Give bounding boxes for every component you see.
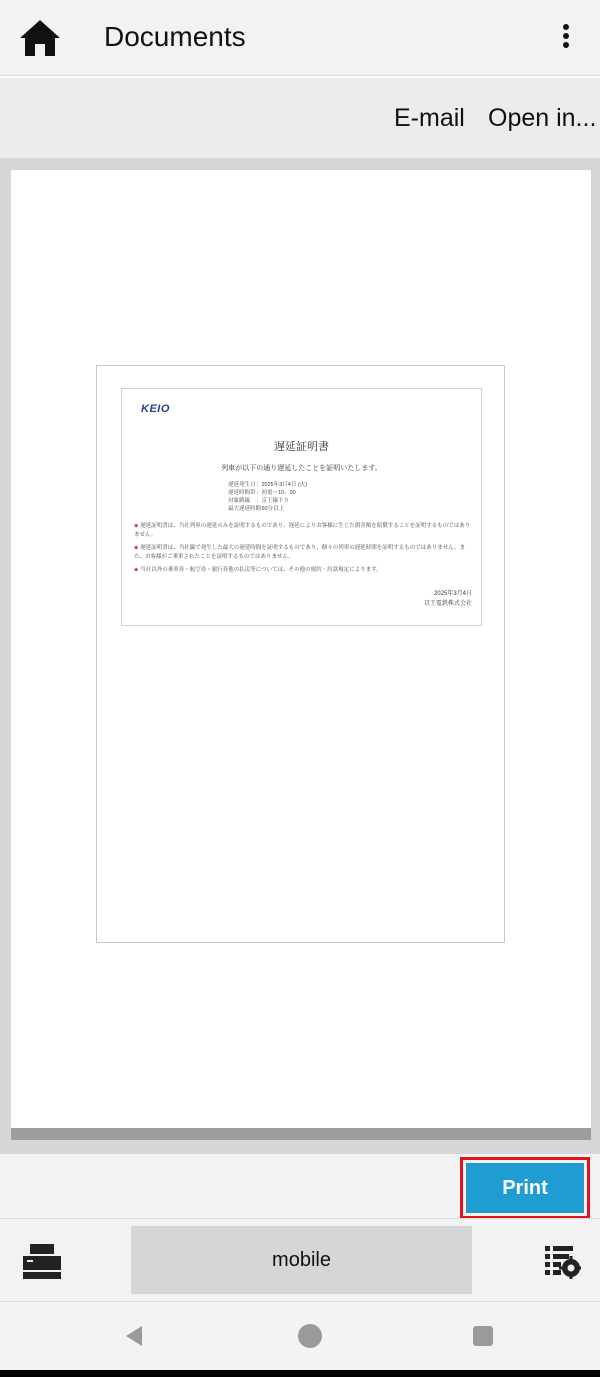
document-statement: 列車が以下の通り遅延したことを証明いたします。: [221, 465, 382, 472]
page-title: Documents: [104, 21, 246, 52]
detail-key: 最大遅延時間: [228, 506, 262, 512]
note-text: 当社以外の乗車券・航空券・旅行券他の払戻等については、その他の規約・約款規定によります。: [140, 567, 382, 573]
document-heading: 遅延証明書: [274, 441, 329, 453]
printer-icon: [21, 1242, 63, 1280]
detail-key: 遅延時間帯: [228, 490, 256, 496]
detail-key: 遅延発生日: [228, 482, 256, 488]
app-bar: [0, 0, 600, 76]
viewer-scrollbar[interactable]: [11, 1128, 591, 1140]
detail-value: ：60分以上: [256, 506, 285, 512]
company-logo: KEIO: [141, 403, 170, 415]
note-item: [134, 544, 474, 562]
more-vertical-icon: [562, 23, 570, 49]
detail-row: [228, 482, 307, 489]
open-in-button[interactable]: Open in...: [488, 104, 597, 132]
detail-row: [228, 506, 284, 513]
detail-value: ：初電～10：00: [256, 490, 296, 496]
home-icon: [18, 18, 62, 58]
print-button[interactable]: Print: [466, 1163, 584, 1213]
bullet-icon: ◆: [134, 545, 139, 551]
note-item: [134, 566, 474, 575]
overflow-menu-button[interactable]: [548, 16, 584, 56]
issuer-name: 京王電鉄株式会社: [423, 601, 472, 607]
home-button[interactable]: [14, 12, 66, 64]
printer-button[interactable]: [16, 1238, 68, 1284]
detail-row: [228, 490, 296, 497]
nav-recents-button[interactable]: [467, 1320, 499, 1352]
screen-edge: [0, 1370, 600, 1377]
nav-back-button[interactable]: [118, 1320, 150, 1352]
detail-value: ：京王線下り: [256, 498, 290, 504]
note-item: [134, 522, 474, 540]
email-button[interactable]: E-mail: [394, 104, 465, 132]
issue-date: 2025年3月4日: [433, 591, 472, 597]
note-text: 遅延証明書は、当社線で発生した最大の遅延時間を証明するものであり、個々の列車の遅延時間を証明するものではありません。また、お客様がご乗車されたことを証明するものではありません。: [134, 545, 466, 560]
recents-icon: [471, 1324, 495, 1348]
print-settings-button[interactable]: [538, 1238, 586, 1284]
detail-row: [228, 498, 289, 505]
bullet-icon: ◆: [134, 567, 139, 573]
home-circle-icon: [297, 1323, 323, 1349]
detail-key: 対象路線: [228, 498, 251, 504]
bullet-icon: ◆: [134, 523, 139, 529]
nav-home-button[interactable]: [294, 1320, 326, 1352]
back-icon: [122, 1324, 146, 1348]
printer-select-button[interactable]: mobile: [131, 1226, 472, 1294]
note-text: 遅延証明書は、当社列車の遅延のみを証明するものであり、遅延によりお客様に生じた損害額を賠償することを証明するものではありません。: [134, 523, 471, 538]
print-settings-icon: [543, 1243, 581, 1279]
detail-value: ：2025年3月4日 (火): [256, 482, 308, 488]
